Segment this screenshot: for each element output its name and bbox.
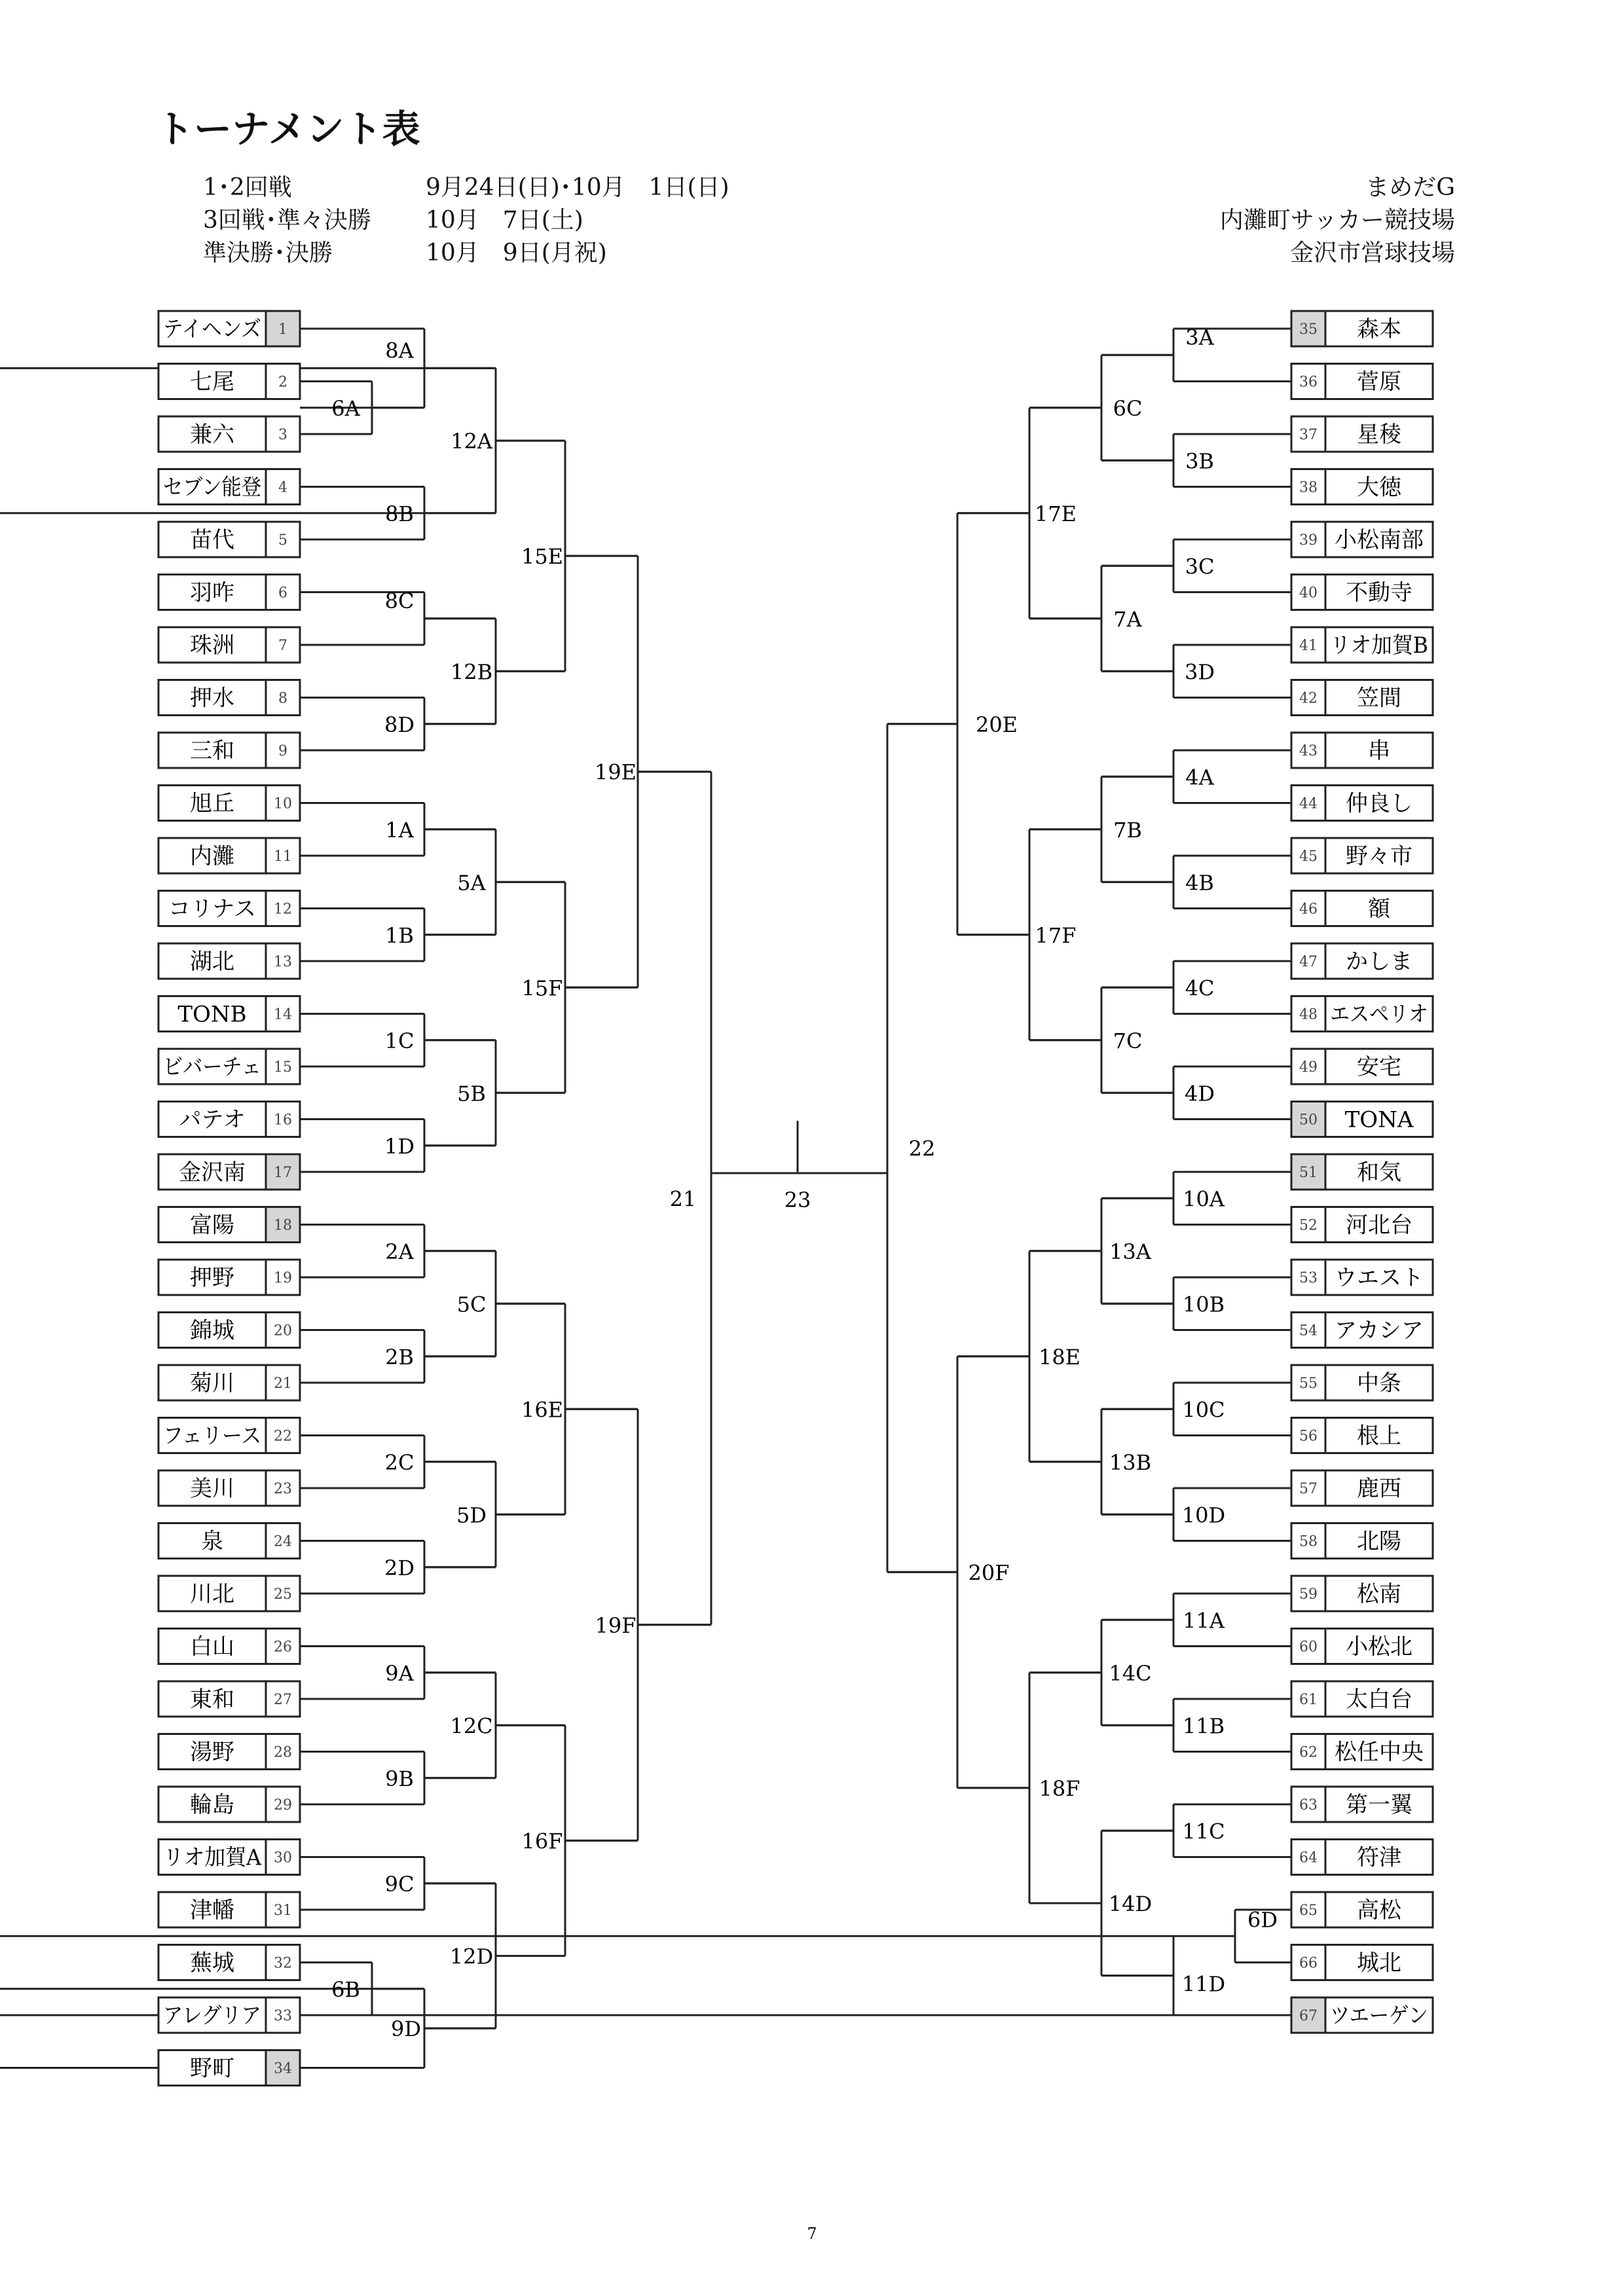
seed-number: 20 [274, 1322, 292, 1339]
match-label: 7A [1113, 606, 1142, 632]
team-name: 津幡 [190, 1897, 234, 1923]
schedule-round: 3回戦･準々決勝 [203, 207, 371, 234]
match-label: 17F [1035, 922, 1077, 948]
seed-number: 60 [1299, 1639, 1318, 1656]
seed-number: 12 [274, 901, 292, 918]
team-entry [1291, 1470, 1433, 1506]
team-name: 太白台 [1346, 1686, 1412, 1713]
team-name: 不動寺 [1346, 579, 1412, 606]
seed-number: 2 [278, 374, 287, 391]
team-entry [1291, 1681, 1433, 1717]
seed-number: 26 [274, 1639, 292, 1656]
match-label: 10D [1181, 1503, 1226, 1528]
match-label: 4B [1185, 870, 1214, 896]
match-label: 11C [1182, 1819, 1225, 1844]
team-name: 白山 [190, 1633, 234, 1660]
seed-number: 43 [1299, 743, 1318, 759]
seed-number: 14 [274, 1006, 292, 1023]
team-entry [158, 1207, 300, 1243]
seed-number: 10 [274, 795, 292, 812]
seed-number: 5 [278, 532, 287, 549]
team-name: 松南 [1357, 1581, 1401, 1607]
seed-number: 6 [278, 585, 287, 602]
team-entry [1291, 838, 1433, 873]
team-entry [1291, 1629, 1433, 1664]
team-entry [1291, 522, 1433, 557]
team-entry [158, 996, 300, 1032]
team-name: 兼六 [190, 422, 234, 448]
team-name: 美川 [190, 1476, 234, 1502]
team-entry [1291, 1840, 1433, 1875]
page-number: 7 [807, 2225, 817, 2243]
team-name: 泉 [201, 1528, 223, 1555]
team-name: 小松北 [1346, 1633, 1412, 1660]
seed-number: 44 [1299, 795, 1318, 812]
team-name: 安宅 [1357, 1054, 1401, 1080]
team-name: エスペリオ [1330, 1001, 1428, 1028]
schedule-date: 9月24日(日)･10月 1日(日) [426, 174, 729, 201]
team-entry [158, 1576, 300, 1611]
match-label: 17E [1034, 501, 1077, 526]
seed-number: 53 [1299, 1270, 1318, 1286]
match-label: 3B [1185, 448, 1214, 474]
seed-number: 52 [1299, 1217, 1318, 1234]
match-label: 10C [1182, 1397, 1225, 1423]
seed-number: 35 [1299, 321, 1318, 338]
team-entry [158, 1787, 300, 1822]
match-label: 8C [384, 588, 415, 613]
team-name: 高松 [1357, 1897, 1401, 1923]
seed-number: 4 [278, 479, 287, 496]
seed-number: 54 [1299, 1322, 1318, 1339]
team-name: 笠間 [1357, 685, 1401, 712]
team-entry [1291, 575, 1433, 610]
team-entry [1291, 1787, 1433, 1822]
match-label: 9A [385, 1660, 414, 1686]
team-entry [1291, 1418, 1433, 1453]
team-name: 第一翼 [1346, 1792, 1412, 1818]
team-name: 三和 [190, 738, 234, 764]
match-label: 10A [1183, 1186, 1225, 1212]
seed-number: 18 [274, 1217, 292, 1234]
seed-number: 3 [278, 427, 287, 443]
team-name: 小松南部 [1335, 527, 1424, 553]
team-entry [1291, 996, 1433, 1032]
team-entry [158, 1102, 300, 1137]
team-entry [158, 1523, 300, 1559]
team-entry [1291, 469, 1433, 505]
match-label: 21 [669, 1186, 697, 1212]
team-name: 湯野 [190, 1739, 234, 1766]
team-name: フェリース [163, 1423, 261, 1449]
seed-number: 41 [1299, 638, 1318, 654]
seed-number: 64 [1299, 1850, 1318, 1867]
team-entry [158, 469, 300, 505]
seed-number: 23 [274, 1481, 292, 1497]
match-label: 12B [450, 659, 493, 685]
match-label: 2C [384, 1449, 415, 1475]
team-entry [1291, 1154, 1433, 1190]
seed-number: 45 [1299, 848, 1318, 865]
team-entry [158, 943, 300, 979]
schedule-round: 準決勝･決勝 [203, 240, 333, 266]
team-entry [158, 891, 300, 926]
match-label: 8D [384, 712, 415, 737]
team-entry [1291, 891, 1433, 926]
team-name: 富陽 [190, 1212, 234, 1239]
team-name: セブン能登 [163, 474, 261, 501]
team-name: 苗代 [190, 527, 234, 553]
team-entry [158, 1260, 300, 1295]
team-entry [158, 416, 300, 452]
team-name: 額 [1368, 896, 1390, 922]
team-entry [158, 1154, 300, 1190]
seed-number: 21 [274, 1376, 292, 1392]
seed-number: 58 [1299, 1533, 1318, 1550]
team-name: 仲良し [1346, 790, 1412, 817]
team-name: アカシア [1335, 1317, 1424, 1344]
team-name: テイヘンズ [163, 316, 261, 342]
match-label: 2D [384, 1555, 415, 1580]
team-name: コリナス [168, 896, 256, 922]
seed-number: 28 [274, 1744, 292, 1761]
match-label: 9B [385, 1766, 414, 1791]
schedule-venue: まめだG [1365, 174, 1455, 201]
match-label: 5A [457, 870, 486, 896]
team-name: 輪島 [190, 1792, 234, 1818]
match-label: 11D [1181, 1971, 1226, 1997]
team-entry [158, 680, 300, 716]
team-name: パテオ [179, 1106, 246, 1133]
match-label: 5C [456, 1292, 487, 1317]
match-label: 18F [1039, 1776, 1080, 1801]
match-label: 15E [521, 544, 564, 570]
match-label: 5B [457, 1081, 486, 1106]
seed-number: 37 [1299, 427, 1318, 443]
team-name: かしま [1346, 949, 1412, 975]
seed-number: 42 [1299, 690, 1318, 707]
team-entry [1291, 364, 1433, 399]
match-label: 5D [456, 1503, 487, 1528]
team-name: 星稜 [1357, 422, 1401, 448]
team-entry [158, 838, 300, 873]
team-name: 中条 [1357, 1370, 1401, 1396]
team-entry [1291, 1102, 1433, 1137]
match-label: 16F [521, 1829, 563, 1854]
seed-number: 38 [1299, 479, 1318, 496]
team-name: 川北 [190, 1581, 234, 1607]
seed-number: 24 [274, 1533, 292, 1550]
match-label: 20E [975, 712, 1018, 737]
team-name: 蕪城 [190, 1950, 234, 1977]
team-entry [158, 311, 300, 346]
seed-number: 36 [1299, 374, 1318, 391]
team-name: 七尾 [190, 369, 234, 395]
team-name: リオ加賀A [163, 1844, 262, 1871]
seed-number: 49 [1299, 1059, 1318, 1076]
team-entry [1291, 1997, 1433, 2033]
seed-number: 34 [274, 2060, 292, 2077]
team-entry [1291, 416, 1433, 452]
seed-number: 27 [274, 1692, 292, 1708]
team-entry [1291, 1945, 1433, 1980]
seed-number: 31 [274, 1903, 292, 1919]
team-name: 金沢南 [179, 1159, 246, 1186]
match-label: 6C [1113, 395, 1143, 421]
team-name: 野町 [190, 2055, 234, 2082]
match-label: 13B [1109, 1449, 1152, 1475]
match-label: 1D [384, 1133, 415, 1159]
team-name: ツエーゲン [1330, 2003, 1428, 2029]
match-label: 13A [1109, 1239, 1151, 1264]
team-entry [1291, 733, 1433, 768]
match-label: 16E [521, 1397, 564, 1423]
match-label: 8B [385, 501, 414, 526]
seed-number: 63 [1299, 1797, 1318, 1813]
schedule-date: 10月 7日(土) [426, 207, 583, 234]
match-label: 3D [1184, 659, 1215, 685]
seed-number: 57 [1299, 1481, 1318, 1497]
match-label: 4C [1185, 975, 1215, 1001]
team-name: 菅原 [1357, 369, 1401, 395]
team-name: 串 [1368, 738, 1390, 764]
team-entry [158, 1629, 300, 1664]
team-entry [158, 786, 300, 821]
seed-number: 15 [274, 1059, 292, 1076]
match-label: 14D [1108, 1891, 1153, 1916]
team-name: 根上 [1357, 1423, 1401, 1449]
seed-number: 19 [274, 1270, 292, 1286]
team-name: 湖北 [190, 949, 234, 975]
team-entry [158, 522, 300, 557]
seed-number: 7 [278, 638, 287, 654]
match-label: 18E [1038, 1344, 1081, 1370]
team-entry [1291, 1576, 1433, 1611]
seed-number: 61 [1299, 1692, 1318, 1708]
seed-number: 65 [1299, 1903, 1318, 1919]
team-entry [158, 627, 300, 663]
team-name: 羽咋 [190, 579, 234, 606]
team-name: 旭丘 [190, 790, 234, 817]
team-name: 菊川 [190, 1370, 234, 1396]
team-name: 野々市 [1346, 843, 1412, 869]
team-entry [1291, 627, 1433, 663]
seed-number: 8 [278, 690, 287, 707]
match-label: 19E [594, 759, 637, 785]
match-label: 3A [1185, 325, 1214, 350]
seed-number: 39 [1299, 532, 1318, 549]
match-label: 10B [1182, 1292, 1225, 1317]
match-label: 1C [384, 1028, 415, 1053]
match-label: 9D [390, 2016, 422, 2042]
schedule-venue: 内灘町サッカー競技場 [1219, 207, 1455, 234]
seed-number: 59 [1299, 1586, 1318, 1603]
match-label: 8A [385, 338, 414, 363]
match-label: 12D [449, 1944, 494, 1969]
match-label: 22 [908, 1136, 936, 1161]
team-name: 和気 [1357, 1159, 1401, 1186]
seed-number: 30 [274, 1850, 292, 1867]
team-name: アレグリア [163, 2003, 261, 2029]
team-entry [158, 733, 300, 768]
match-label: 23 [784, 1187, 811, 1212]
team-entry [158, 1470, 300, 1506]
match-label: 9C [384, 1871, 415, 1897]
seed-number: 50 [1299, 1112, 1318, 1129]
seed-number: 25 [274, 1586, 292, 1603]
seed-number: 40 [1299, 585, 1318, 602]
match-label: 2A [385, 1239, 414, 1264]
seed-number: 1 [278, 321, 287, 338]
seed-number: 33 [274, 2008, 292, 2024]
match-label: 6A [331, 395, 360, 421]
match-label: 3C [1185, 554, 1215, 579]
team-name: 内灘 [190, 843, 234, 869]
team-entry [1291, 786, 1433, 821]
seed-number: 51 [1299, 1165, 1318, 1181]
team-name: 符津 [1357, 1844, 1401, 1871]
seed-number: 11 [274, 848, 292, 865]
seed-number: 47 [1299, 954, 1318, 970]
seed-number: 56 [1299, 1428, 1318, 1445]
team-name: 押水 [190, 685, 234, 712]
match-label: 12A [451, 429, 492, 454]
match-label: 1A [385, 817, 414, 843]
team-entry [158, 1997, 300, 2033]
seed-number: 9 [278, 743, 287, 759]
team-entry [158, 1418, 300, 1453]
schedule-venue: 金沢市営球技場 [1289, 240, 1455, 266]
match-label: 4A [1185, 765, 1214, 790]
team-entry [158, 364, 300, 399]
match-labels [331, 325, 1278, 2041]
team-entry [1291, 680, 1433, 716]
team-name: 松任中央 [1335, 1739, 1424, 1766]
team-entry [158, 1365, 300, 1400]
page-title: トーナメント表 [156, 107, 420, 151]
team-entry [158, 575, 300, 610]
team-entry [158, 1681, 300, 1717]
team-entry [158, 1049, 300, 1084]
team-name: ビバーチェ [163, 1054, 261, 1080]
seed-number: 48 [1299, 1006, 1318, 1023]
schedule-round: 1･2回戦 [203, 174, 292, 201]
seed-number: 29 [274, 1797, 292, 1813]
seed-number: 22 [274, 1428, 292, 1445]
match-label: 12C [450, 1713, 493, 1739]
team-entry [1291, 1260, 1433, 1295]
team-name: 森本 [1357, 316, 1401, 342]
seed-number: 55 [1299, 1376, 1318, 1392]
match-label: 19F [595, 1613, 637, 1638]
match-label: 15F [521, 975, 563, 1001]
team-entry [158, 2050, 300, 2086]
match-label: 7B [1113, 817, 1142, 843]
team-name: 大徳 [1357, 474, 1401, 501]
team-entry [158, 1945, 300, 1980]
team-name: 錦城 [190, 1317, 234, 1344]
match-label: 11B [1182, 1713, 1225, 1739]
match-label: 20F [968, 1560, 1010, 1586]
seed-number: 16 [274, 1112, 292, 1129]
match-label: 14C [1109, 1660, 1152, 1686]
team-name: 東和 [190, 1686, 234, 1713]
team-entry [1291, 1049, 1433, 1084]
seed-number: 17 [274, 1165, 292, 1181]
team-name: リオ加賀B [1330, 632, 1428, 659]
team-name: ウエスト [1335, 1265, 1424, 1291]
team-name: 鹿西 [1357, 1476, 1401, 1502]
team-entry [158, 1892, 300, 1927]
team-name: 城北 [1357, 1950, 1401, 1977]
team-entry [1291, 1892, 1433, 1927]
seed-number: 46 [1299, 901, 1318, 918]
team-entry [1291, 943, 1433, 979]
seed-number: 32 [274, 1955, 292, 1972]
schedule-date: 10月 9日(月祝) [426, 240, 607, 266]
team-entry [158, 1313, 300, 1348]
team-entry [158, 1840, 300, 1875]
team-entry [158, 1734, 300, 1770]
match-label: 2B [385, 1344, 414, 1370]
match-label: 4D [1184, 1081, 1215, 1106]
seed-number: 67 [1299, 2008, 1318, 2024]
seed-number: 62 [1299, 1744, 1318, 1761]
team-entry [1291, 1313, 1433, 1348]
team-name: 北陽 [1357, 1528, 1401, 1555]
team-name: TONB [177, 1001, 247, 1028]
match-label: 6B [331, 1977, 360, 2002]
seed-number: 66 [1299, 1955, 1318, 1972]
team-name: 珠洲 [190, 632, 234, 659]
seed-number: 13 [274, 954, 292, 970]
match-label: 6D [1247, 1907, 1278, 1933]
team-entry [1291, 1365, 1433, 1400]
team-name: 河北台 [1346, 1212, 1412, 1239]
team-name: 押野 [190, 1265, 234, 1291]
team-name: TONA [1344, 1106, 1414, 1133]
team-entry [1291, 1734, 1433, 1770]
team-entry [1291, 311, 1433, 346]
match-label: 11A [1183, 1608, 1225, 1633]
match-label: 7C [1113, 1028, 1143, 1053]
team-entry [1291, 1523, 1433, 1559]
team-entry [1291, 1207, 1433, 1243]
match-label: 1B [385, 922, 414, 948]
